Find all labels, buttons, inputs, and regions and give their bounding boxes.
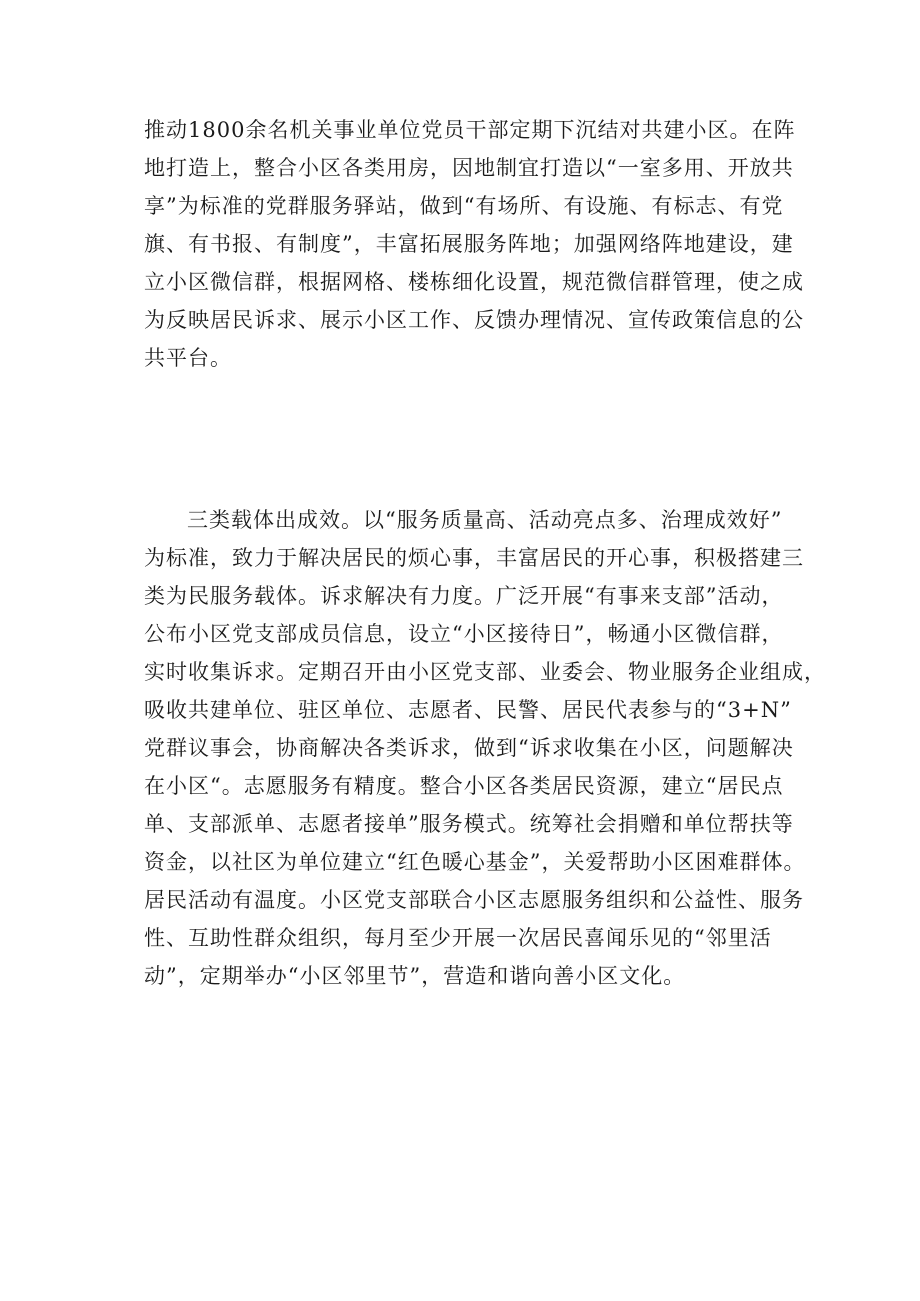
text-line: 党群议事会，协商解决各类诉求，做到“诉求收集在小区，问题解决 — [144, 736, 794, 760]
text-line: 立小区微信群，根据网格、楼栋细化设置，规范微信群管理，使之成 — [144, 270, 804, 294]
text-line: 吸收共建单位、驻区单位、志愿者、民警、居民代表参与的“3+N” — [144, 698, 792, 722]
text-line: 动”，定期举办“小区邻里节”，营造和谐向善小区文化。 — [144, 964, 686, 988]
text-line: 资金，以社区为单位建立“红色暖心基金”，关爱帮助小区困难群体。 — [144, 850, 806, 874]
text-line: 实时收集诉求。定期召开由小区党支部、业委会、物业服务企业组成， — [144, 660, 826, 684]
paragraph-1 — [144, 111, 804, 377]
text-line: 单、支部派单、志愿者接单”服务模式。统筹社会捐赠和单位帮扶等 — [144, 812, 794, 836]
text-line: 类为民服务载体。诉求解决有力度。广泛开展“有事来支部”活动， — [144, 584, 784, 608]
text-line: 推动1800余名机关事业单位党员干部定期下沉结对共建小区。在阵 — [144, 118, 796, 142]
text-line: 公布小区党支部成员信息，设立“小区接待日”，畅通小区微信群， — [144, 622, 784, 646]
text-line: 享”为标准的党群服务驿站，做到“有场所、有设施、有标志、有党 — [144, 194, 784, 218]
text-line: 居民活动有温度。小区党支部联合小区志愿服务组织和公益性、服务 — [144, 888, 804, 912]
text-line: 为标准，致力于解决居民的烦心事，丰富居民的开心事，积极搭建三 — [144, 546, 804, 570]
paragraph-2 — [144, 501, 826, 995]
text-line: 为反映居民诉求、展示小区工作、反馈办理情况、宣传政策信息的公 — [144, 308, 804, 332]
text-line: 三类载体出成效。以“服务质量高、活动亮点多、治理成效好” — [187, 508, 783, 532]
text-line: 性、互助性群众组织，每月至少开展一次居民喜闻乐见的“邻里活 — [144, 926, 772, 950]
text-line: 共平台。 — [144, 346, 232, 370]
text-line: 旗、有书报、有制度”，丰富拓展服务阵地；加强网络阵地建设，建 — [144, 232, 794, 256]
text-line: 在小区“。志愿服务有精度。整合小区各类居民资源，建立“居民点 — [144, 774, 784, 798]
text-line: 地打造上，整合小区各类用房，因地制宜打造以“一室多用、开放共 — [144, 156, 794, 180]
